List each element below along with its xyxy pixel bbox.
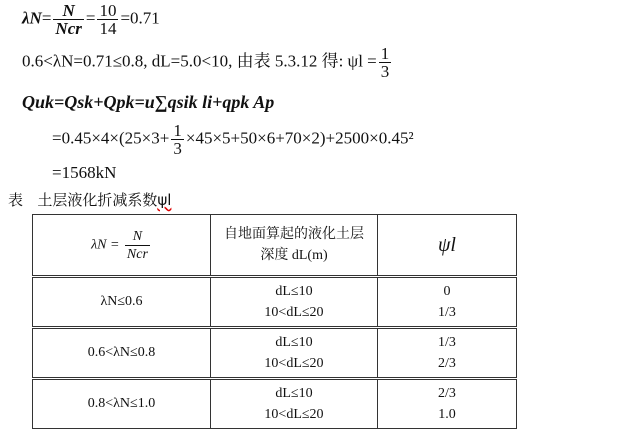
caption-symbol: ψl bbox=[157, 191, 172, 209]
fraction-10-over-14 bbox=[97, 2, 118, 37]
psi-value: 1/3 bbox=[438, 305, 456, 320]
denominator: 3 bbox=[380, 62, 390, 81]
equation-result: =0.71 bbox=[120, 8, 160, 28]
psi-value: 1/3 bbox=[438, 335, 456, 350]
equation-quk-substitution bbox=[52, 122, 414, 157]
header-lambda-cell bbox=[33, 215, 211, 277]
equation-quk-result: =1568kN bbox=[52, 163, 117, 182]
table-header-row bbox=[33, 215, 517, 277]
substitution-prefix: =0.45×4×(25×3+ bbox=[52, 128, 170, 148]
fraction-one-third bbox=[379, 45, 392, 80]
depth-line: dL≤10 bbox=[275, 284, 313, 299]
depth-line: 10<dL≤20 bbox=[264, 407, 324, 422]
psi-value: 1.0 bbox=[438, 407, 456, 422]
psi-cell bbox=[378, 328, 517, 379]
depth-cell bbox=[211, 379, 378, 429]
depth-line: 10<dL≤20 bbox=[264, 305, 324, 320]
table-row bbox=[33, 328, 517, 379]
psi-value: 0 bbox=[443, 284, 451, 299]
header-depth-cell bbox=[211, 215, 378, 277]
cond-cell: 0.6<λN≤0.8 bbox=[33, 328, 211, 379]
equation-quk: Quk=Qsk+Qpk=u∑qsik li+qpk Ap bbox=[22, 92, 275, 112]
denominator: 14 bbox=[99, 19, 117, 38]
equation-lambda-n: λN= $\frac{N}{\text{Ncr}}$ = $\frac{10}{14}$ =0.71 bbox=[22, 1, 160, 38]
fraction-one-third-2 bbox=[171, 122, 184, 157]
denominator: Ncr bbox=[126, 246, 148, 262]
table-row bbox=[33, 379, 517, 429]
fraction-n-over-ncr bbox=[53, 2, 83, 37]
cond-cell: 0.8<λN≤1.0 bbox=[33, 379, 211, 429]
psi-cell bbox=[378, 277, 517, 328]
depth-line: 10<dL≤20 bbox=[264, 356, 324, 371]
psi-value: 2/3 bbox=[438, 356, 456, 371]
table-row bbox=[33, 277, 517, 328]
denominator: Ncr bbox=[55, 19, 82, 38]
liquefaction-reduction-table bbox=[32, 214, 517, 429]
header-depth-line1: 自地面算起的液化土层 bbox=[224, 227, 364, 242]
depth-cell bbox=[211, 277, 378, 328]
header-depth-line2: 深度 dL(m) bbox=[260, 248, 328, 263]
depth-cell bbox=[211, 328, 378, 379]
caption-label: 表 bbox=[8, 191, 24, 209]
equation-psi-lookup bbox=[22, 45, 393, 80]
cond-cell: λN≤0.6 bbox=[33, 277, 211, 328]
header-fraction bbox=[125, 228, 150, 263]
psi-value: 2/3 bbox=[438, 386, 456, 401]
equals-sign: = bbox=[41, 8, 52, 28]
depth-line: dL≤10 bbox=[275, 386, 313, 401]
denominator: 3 bbox=[173, 139, 182, 158]
substitution-suffix: ×45×5+50×6+70×2)+2500×0.45² bbox=[185, 128, 414, 148]
numerator: N bbox=[125, 228, 150, 246]
table-caption bbox=[8, 189, 171, 210]
psi-cell bbox=[378, 379, 517, 429]
numerator: 1 bbox=[173, 121, 182, 140]
depth-line: dL≤10 bbox=[275, 335, 313, 350]
lookup-text: 0.6<λN=0.71≤0.8, dL=5.0<10, 由表 5.3.12 得: ψl = bbox=[22, 51, 377, 71]
numerator: 1 bbox=[380, 44, 390, 63]
numerator: 10 bbox=[99, 1, 117, 20]
numerator: N bbox=[53, 2, 83, 20]
header-psi-cell: ψl bbox=[378, 215, 517, 277]
lambda-n-symbol: λN bbox=[22, 8, 42, 28]
header-lambda-label: λN = bbox=[91, 237, 120, 253]
caption-title: 土层液化折减系数 bbox=[37, 191, 158, 209]
